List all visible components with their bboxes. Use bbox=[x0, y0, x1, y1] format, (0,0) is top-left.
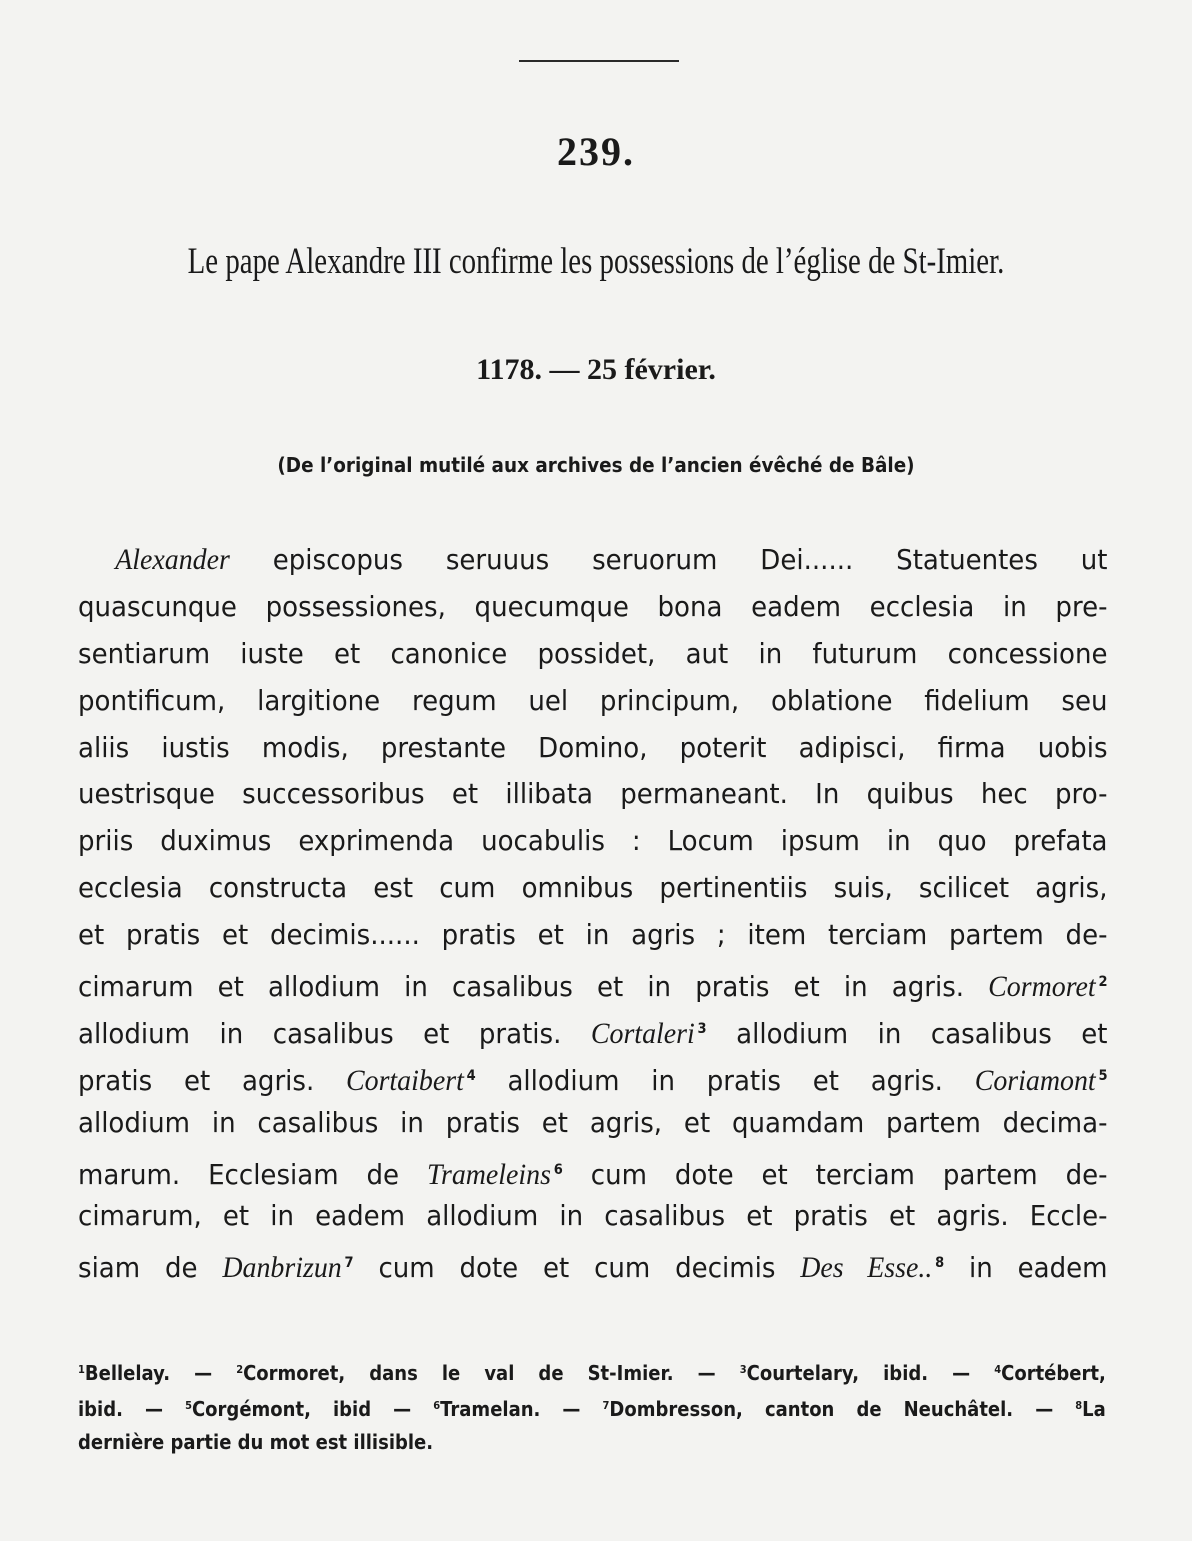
footnote-number: 7 bbox=[602, 1399, 610, 1412]
document-number: 239. bbox=[557, 129, 635, 174]
text-line bbox=[78, 1053, 1108, 1100]
text-line: pontificum, largitione regum uel principum, oblatione fidelium seu bbox=[78, 683, 1108, 717]
footnote-line bbox=[78, 1352, 1106, 1388]
footnote-line bbox=[78, 1388, 1106, 1424]
footnote-ref: 7 bbox=[344, 1255, 354, 1272]
footnote-text: Tramelan. — bbox=[440, 1397, 603, 1421]
text-span: allodium in casalibus et bbox=[706, 1016, 1108, 1050]
document-title: Le pape Alexandre III confirme les possessions de l’église de St-Imier. bbox=[187, 241, 1005, 282]
text-span: cimarum et allodium in casalibus et in pratis et in agris. bbox=[78, 970, 989, 1004]
footnote-line: dernière partie du mot est illisible. bbox=[78, 1430, 434, 1454]
place-name: Coriamont bbox=[974, 1063, 1096, 1097]
footnote-ref: 6 bbox=[553, 1161, 563, 1178]
footnote-text: Corgémont, ibid — bbox=[191, 1397, 434, 1421]
footnote-ref: 8 bbox=[935, 1255, 945, 1272]
text-span: cum dote et cum decimis bbox=[353, 1251, 801, 1285]
text-line: uestrisque successoribus et illibata permaneant. In quibus hec pro- bbox=[78, 777, 1108, 811]
place-name: Danbrizun bbox=[222, 1251, 342, 1285]
text-line: quascunque possessiones, quecumque bona eadem ecclesia in pre- bbox=[78, 589, 1108, 623]
footnote-ref: 3 bbox=[697, 1020, 707, 1037]
text-span: cum dote et terciam partem de- bbox=[562, 1157, 1108, 1191]
footnote-ref: 4 bbox=[466, 1067, 476, 1084]
footnote-number: 2 bbox=[236, 1363, 244, 1376]
text-span: episcopus seruuus seruorum Dei...... Statuentes ut bbox=[229, 543, 1108, 576]
text-line: ecclesia constructa est cum omnibus pertinentiis suis, scilicet agris, bbox=[78, 871, 1108, 905]
footnote-ref: 5 bbox=[1098, 1067, 1108, 1084]
text-span: siam de bbox=[78, 1251, 223, 1285]
text-line bbox=[78, 1006, 1108, 1053]
footnote-text: Cortébert, bbox=[1001, 1361, 1106, 1385]
document-date: 1178. — 25 février. bbox=[476, 353, 716, 386]
footnote-ref: 2 bbox=[1098, 974, 1108, 991]
footnote-text: Courtelary, ibid. — bbox=[746, 1361, 995, 1385]
footnote-text: ibid. — bbox=[78, 1397, 186, 1421]
text-span: in eadem bbox=[944, 1251, 1108, 1285]
footnote-number: 6 bbox=[433, 1399, 441, 1412]
text-line bbox=[78, 1240, 1108, 1287]
footnote-number: 5 bbox=[185, 1399, 192, 1412]
text-line bbox=[78, 959, 1108, 1006]
text-line: et pratis et decimis...... pratis et in agris ; item terciam partem de- bbox=[78, 918, 1108, 952]
text-line: cimarum, et in eadem allodium in casalibus et pratis et agris. Eccle- bbox=[78, 1199, 1108, 1233]
place-name: Trameleins bbox=[426, 1157, 552, 1191]
text-span: marum. Ecclesiam de bbox=[78, 1157, 427, 1191]
document-source: (De l’original mutilé aux archives de l’ancien évêché de Bâle) bbox=[277, 453, 915, 477]
place-name: Cormoret bbox=[988, 970, 1096, 1004]
text-line bbox=[78, 537, 1108, 584]
text-span: pratis et agris. bbox=[78, 1063, 347, 1097]
italic-name: Alexander bbox=[115, 543, 230, 576]
footnote-text: Dombresson, canton de Neuchâtel. — bbox=[609, 1397, 1076, 1421]
text-span: allodium in casalibus et pratis. bbox=[78, 1016, 591, 1050]
top-rule bbox=[519, 60, 679, 62]
text-line: priis duximus exprimenda uocabulis : Locum ipsum in quo prefata bbox=[78, 824, 1108, 858]
footnote-number: 3 bbox=[739, 1363, 747, 1376]
place-name: Cortaleri bbox=[590, 1016, 695, 1050]
footnote-number: 8 bbox=[1075, 1399, 1083, 1412]
text-line: aliis iustis modis, prestante Domino, poterit adipisci, firma uobis bbox=[78, 730, 1108, 764]
footnote-number: 1 bbox=[78, 1363, 85, 1376]
footnotes bbox=[78, 1352, 1108, 1460]
place-name: Cortaibert bbox=[346, 1063, 464, 1097]
footnote-text: Bellelay. — bbox=[84, 1361, 237, 1385]
footnote-text: Cormoret, dans le val de St-Imier. — bbox=[243, 1361, 740, 1385]
text-line bbox=[78, 1147, 1108, 1194]
charter-text bbox=[78, 537, 1108, 1287]
place-name: Des Esse.. bbox=[800, 1251, 933, 1285]
text-span: allodium in pratis et agris. bbox=[475, 1063, 975, 1097]
footnote-number: 4 bbox=[994, 1363, 1002, 1376]
text-line: allodium in casalibus in pratis et agris, et quamdam partem decima- bbox=[78, 1105, 1108, 1139]
text-line: sentiarum iuste et canonice possidet, aut in futurum concessione bbox=[78, 636, 1108, 670]
footnote-text: La bbox=[1082, 1397, 1106, 1421]
